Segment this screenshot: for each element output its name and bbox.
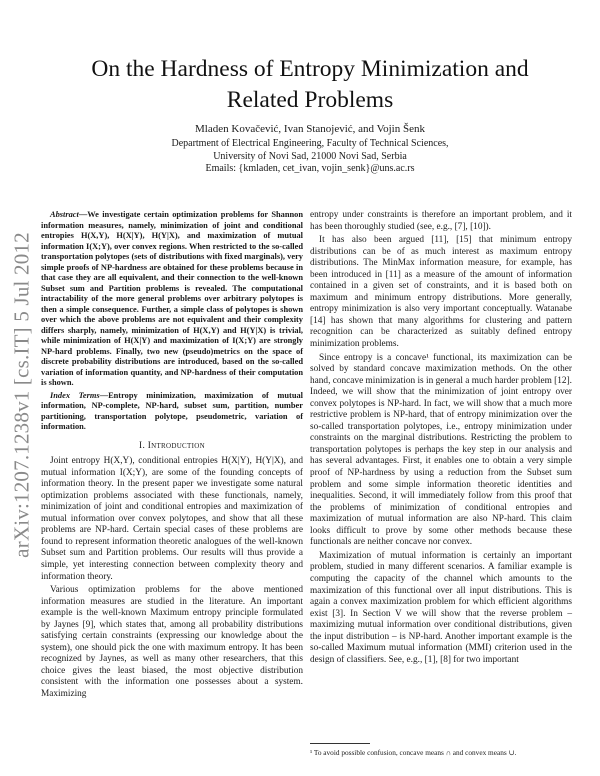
intro-paragraph: Joint entropy H(X,Y), conditional entropies H(X|Y), H(Y|X), and mutual information I(X;Y), are some of the founding concepts of information theory. In the present paper we investigate some natural optimization problems associated with these functionals, namely, minimization of joint and conditional entropies and maximization of mutual information over convex polytopes, and show that all these problems are NP-hard. Certain special cases of these problems are found to represent information theoretic analogues of the well-known Subset sum and Partition problems. Our results will thus provide a simple, yet interesting connection between complexity theory and information theory. <box>41 456 303 582</box>
abstract-text: —We investigate certain optimization problems for Shannon information measures, namely, minimization of joint and conditional entropies H(X,Y), H(X|Y), H(Y|X), and maximization of mutual information I(X;Y), over convex regions. When restricted to the so-called transportation polytopes (sets of distributions with fixed marginals), very simple proofs of NP-hardness are obtained for these problems because in that case they are all equivalent, and their connection to the well-known Subset sum and Partition problems is revealed. The computational intractability of the more general problems over arbitrary polytopes is then a simple consequence. Further, a simple class of polytopes is shown over which the above problems are not equivalent and their complexity differs sharply, namely, minimization of H(X,Y) and H(Y|X) is trivial, while minimization of H(X|Y) and maximization of I(X;Y) are strongly NP-hard problems. Finally, two new (pseudo)metrics on the space of discrete probability distributions are introduced, based on the so-called variation of information quantity, and NP-hardness of their computation is shown. <box>41 210 303 387</box>
author-emails: Emails: {kmladen, cet_ivan, vojin_senk}@uns.ac.rs <box>205 163 415 175</box>
intro-paragraph: Various optimization problems for the above mentioned information measures are studied in the literature. An important example is the well-known Maximum entropy principle formulated by Jaynes [9], which states that, among all probability distributions satisfying certain constraints (expressing our knowledge about the system), one should pick the one with maximum entropy. It has been recognized by Jaynes, as well as many other researchers, that this choice gives the least biased, the most objective distribution consistent with the information one possesses about a system. Maximizing <box>41 585 303 699</box>
index-terms-lead: Index Terms <box>50 390 100 400</box>
body-paragraph: entropy under constraints is therefore an important problem, and it has been thoroughly studied (see, e.g., [7], [10]). <box>310 210 572 232</box>
author-names: Mladen Kovačević, Ivan Stanojević, and Vojin Šenk <box>195 123 425 135</box>
left-column <box>41 210 303 703</box>
paper-title <box>60 54 560 116</box>
affiliation-line-1: Department of Electrical Engineering, Faculty of Technical Sciences, <box>171 138 449 150</box>
index-terms-text: —Entropy minimization, maximization of mutual information, NP-complete, NP-hard, subset sum, partition, number partitioning, transportation polytope, pseudometric, variation of information. <box>41 390 303 431</box>
body-paragraph: Maximization of mutual information is certainly an important problem, studied in many different scenarios. A familiar example is computing the capacity of the channel which amounts to the maximization of this functional over all input distributions. This is again a convex maximization problem for which efficient algorithms exist [3]. In Section V we will show that the reverse problem – maximizing mutual information over conditional distributions, given the input distribution – is NP-hard. Another important example is the so-called Maximum mutual information (MMI) criterion used in the design of classifiers. See, e.g., [1], [8] for two important <box>310 550 572 665</box>
arxiv-stamp <box>8 180 36 610</box>
author-block <box>60 123 560 176</box>
abstract-paragraph <box>41 210 303 389</box>
affiliation-line-2: University of Novi Sad, 21000 Novi Sad, Serbia <box>213 150 407 162</box>
index-terms <box>41 391 303 433</box>
body-paragraph: It has also been argued [11], [15] that minimum entropy distributions can be of as much interest as maximum entropy distributions. The MinMax information measure, for example, has been introduced in [11] as a measure of the amount of information contained in a given set of constraints, and it is based both on maximum and minimum entropy distributions. More generally, entropy minimization is also very important conceptually. Watanabe [14] has shown that many algorithms for clustering and pattern recognition can be characterized as suitably defined entropy minimization problems. <box>310 235 572 350</box>
abstract-lead: Abstract <box>50 210 79 219</box>
title-line-1: On the Hardness of Entropy Minimization and <box>91 56 529 82</box>
section-heading-introduction: I. Introduction <box>139 440 205 451</box>
footnote: ¹ To avoid possible confusion, concave means ∩ and convex means ∪. <box>310 748 517 757</box>
right-column <box>310 210 572 668</box>
body-paragraph: Since entropy is a concave¹ functional, its maximization can be solved by standard concave maximization methods. On the other hand, concave minimization is in general a much harder problem [12]. Indeed, we will show that the minimization of joint entropy over convex polytopes is NP-hard. In fact, we will show that a much more restrictive problem is NP-hard, that of entropy minimization over the so-called transportation polytopes, i.e., entropy minimization under constraints on the marginal distributions. Restricting the problem to transportation polytopes is perhaps the key step in our analysis and has several advantages. First, it enables one to obtain a very simple proof of NP-hardness by using a reduction from the Subset sum problem and some simple information theoretic identities and inequalities. Second, it will immediately follow from this proof that the problems of minimization of conditional entropies and maximization of mutual information are also NP-hard. This claim looks difficult to prove by some other methods because these functionals are neither concave nor convex. <box>310 352 572 548</box>
abstract <box>41 210 303 389</box>
arxiv-stamp-text: arXiv:1207.1238v1 [cs.IT] 5 Jul 2012 <box>9 232 34 558</box>
footnote-rule <box>310 743 370 744</box>
title-line-2: Related Problems <box>226 87 394 113</box>
index-terms-paragraph <box>41 391 303 433</box>
